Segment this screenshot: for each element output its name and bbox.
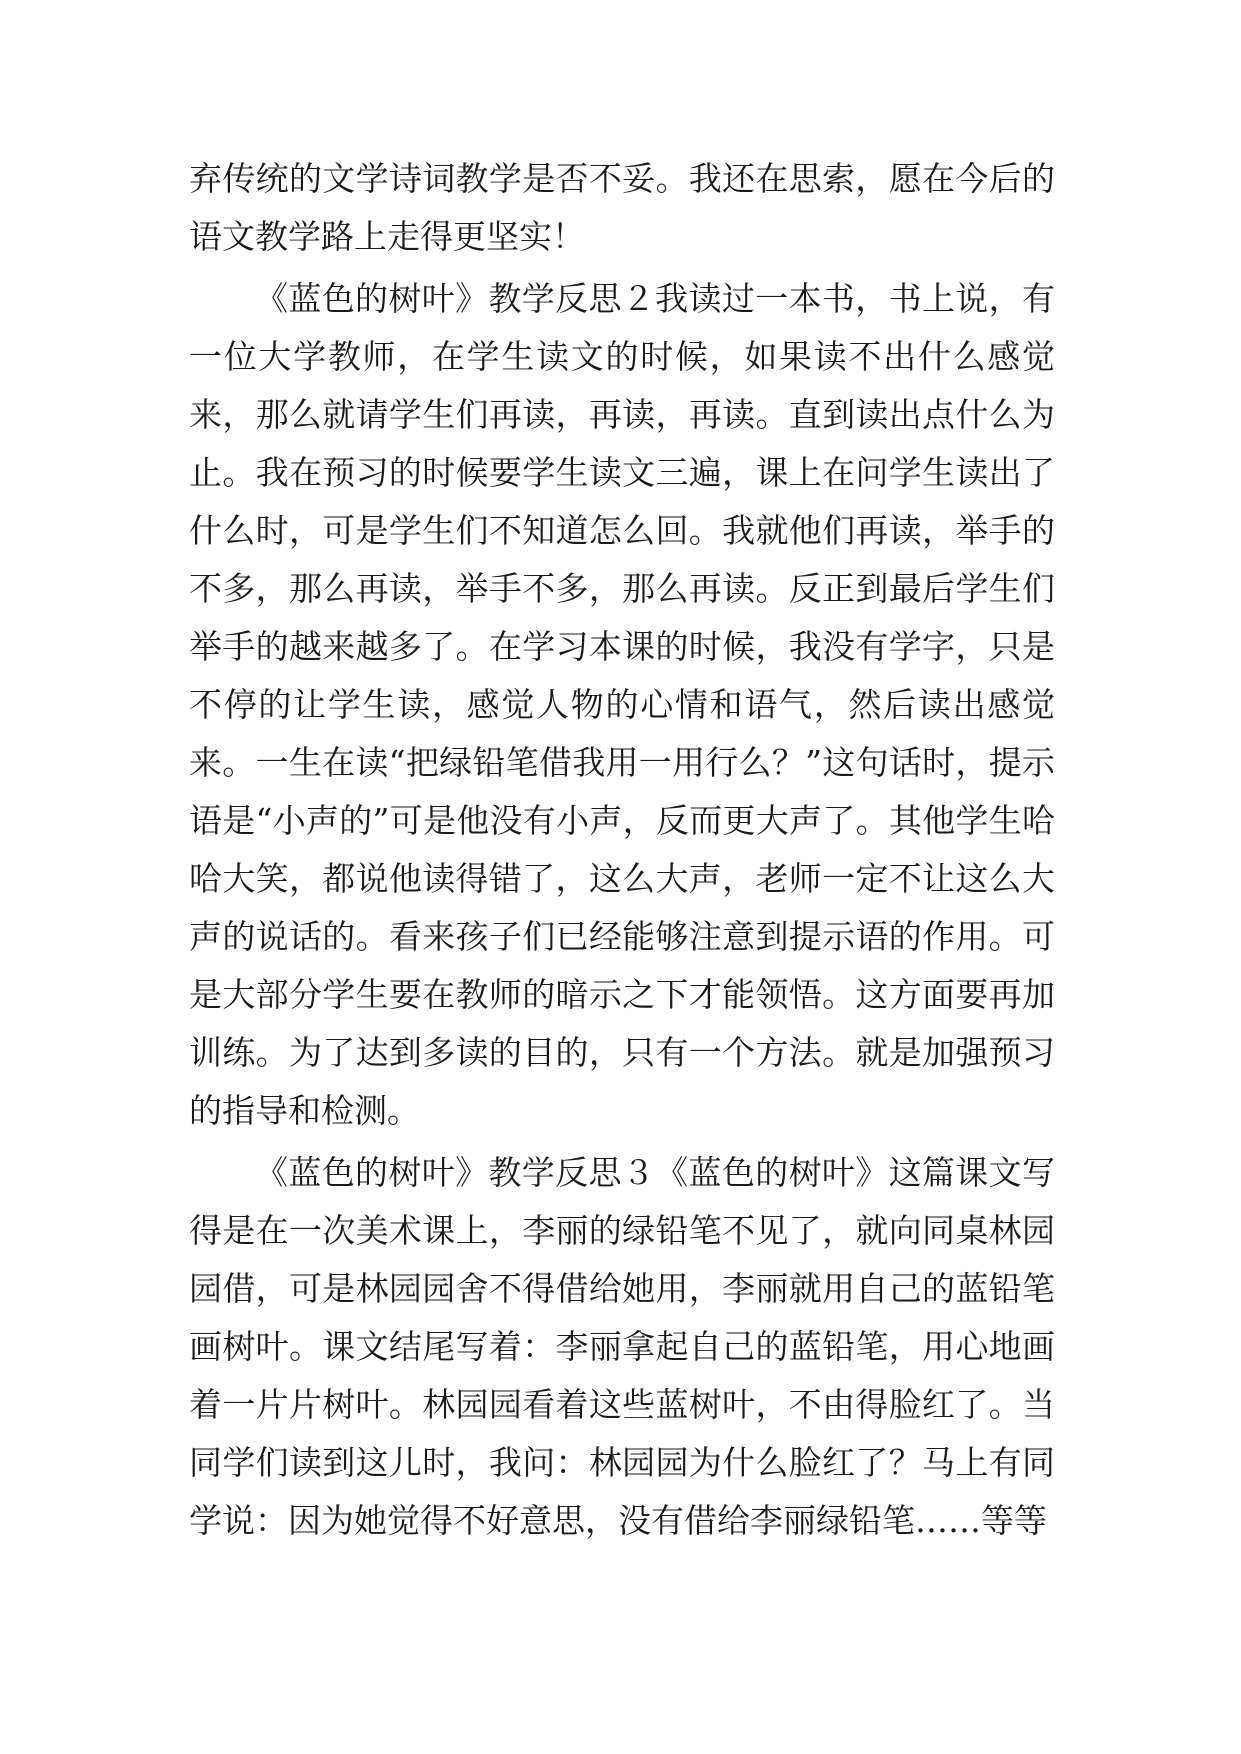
paragraph-continuation: 弃传统的文学诗词教学是否不妥。我还在思索，愿在今后的语文教学路上走得更坚实！ [189,159,1055,256]
document-body [189,150,1055,1554]
paragraph-reflection-3: 《蓝色的树叶》教学反思３《蓝色的树叶》这篇课文写得是在一次美术课上，李丽的绿铅笔不见了，就向同桌林园园借，可是林园园舍不得借给她用，李丽就用自己的蓝铅笔画树叶。课文结尾写着：李丽拿起自己的蓝铅笔，用心地画着一片片树叶。林园园看着这些蓝树叶，不由得脸红了。当同学们读到这儿时，我问：林园园为什么脸红了？马上有同学说：因为她觉得不好意思，没有借给李丽绿铅笔……等等 [189,1153,1055,1540]
paragraph-reflection-2: 《蓝色的树叶》教学反思２我读过一本书，书上说，有一位大学教师，在学生读文的时候，如果读不出什么感觉来，那么就请学生们再读，再读，再读。直到读出点什么为止。我在预习的时候要学生读文三遍，课上在问学生读出了什么时，可是学生们不知道怎么回。我就他们再读，举手的不多，那么再读，举手不多，那么再读。反正到最后学生们举手的越来越多了。在学习本课的时候，我没有学字，只是不停的让学生读，感觉人物的心情和语气，然后读出感觉来。一生在读“把绿铅笔借我用一用行么？”这句话时，提示语是“小声的”可是他没有小声，反而更大声了。其他学生哈哈大笑，都说他读得错了，这么大声，老师一定不让这么大声的说话的。看来孩子们已经能够注意到提示语的作用。可是大部分学生要在教师的暗示之下才能领悟。这方面要再加训练。为了达到多读的目的，只有一个方法。就是加强预习的指导和检测。 [189,279,1055,1130]
